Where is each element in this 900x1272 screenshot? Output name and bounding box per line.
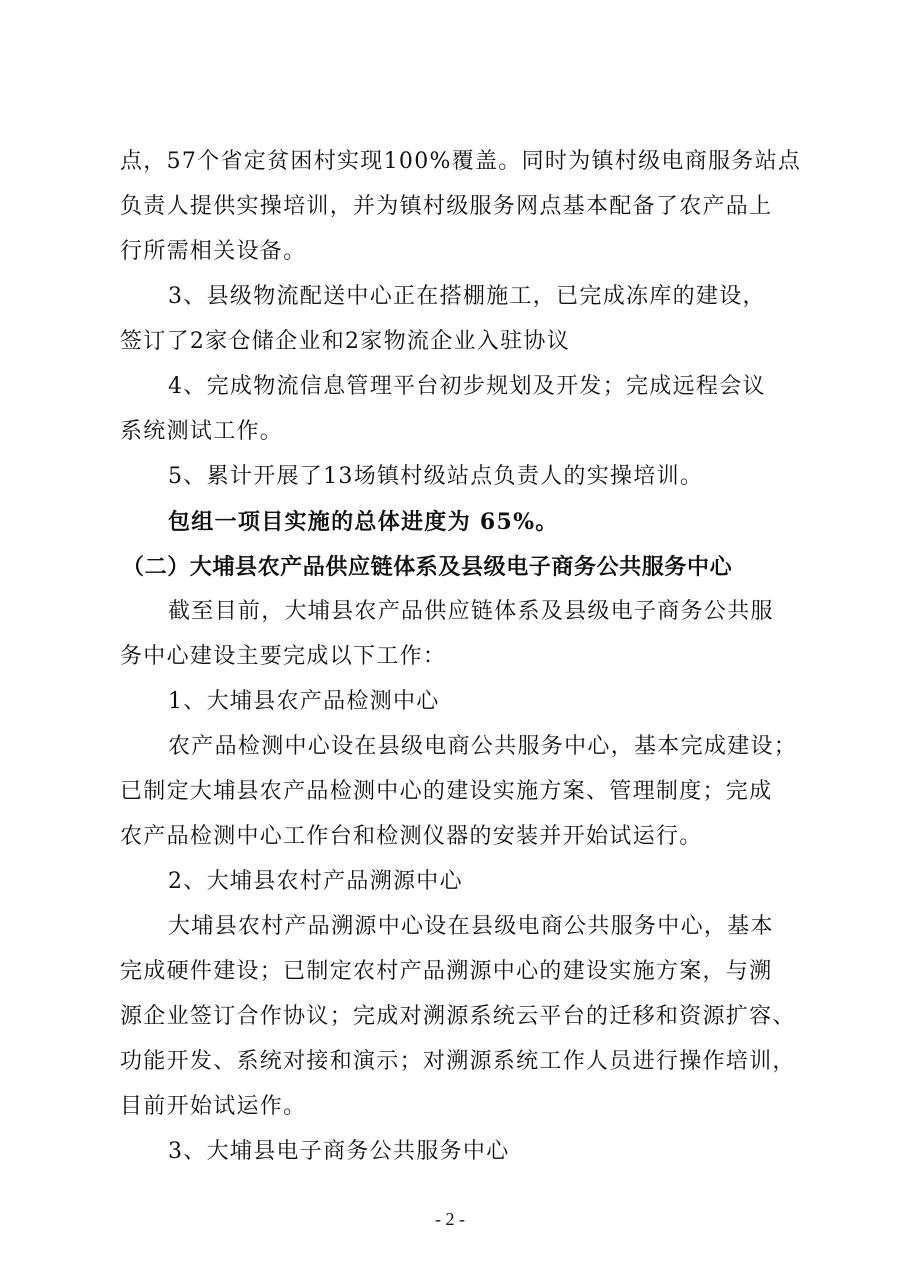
paragraph-line: 负责人提供实操培训，并为镇村级服务网点基本配备了农产品上 [120,194,773,219]
paragraph-line: 系统测试工作。 [120,419,284,444]
paragraph-line: 完成硬件建设；已制定农村产品溯源中心的建设实施方案，与溯 [120,959,773,984]
progress-summary: 包组一项目实施的总体进度为 65%。 [168,509,559,535]
paragraph-line: 截至目前，大埔县农产品供应链体系及县级电子商务公共服 [168,599,774,624]
subsection-title: 3、大埔县电子商务公共服务中心 [168,1139,510,1164]
paragraph-line: 签订了2家仓储企业和2家物流企业入驻协议 [120,329,570,354]
list-item: 4、完成物流信息管理平台初步规划及开发；完成远程会议 [168,374,766,399]
subsection-title: 2、大埔县农村产品溯源中心 [168,869,463,894]
section-heading: （二）大埔县农产品供应链体系及县级电子商务公共服务中心 [122,554,733,580]
paragraph-line: 农产品检测中心工作台和检测仪器的安装并开始试运行。 [120,824,703,849]
paragraph-line: 功能开发、系统对接和演示；对溯源系统工作人员进行操作培训， [120,1049,796,1074]
paragraph-line: 源企业签订合作协议；完成对溯源系统云平台的迁移和资源扩容、 [120,1004,796,1029]
paragraph-line: 农产品检测中心设在县级电商公共服务中心，基本完成建设； [168,734,798,759]
list-item: 5、累计开展了13场镇村级站点负责人的实操培训。 [168,464,704,489]
paragraph-line: 已制定大埔县农产品检测中心的建设实施方案、管理制度；完成 [120,779,773,804]
paragraph-line: 务中心建设主要完成以下工作： [120,644,447,669]
list-item: 3、县级物流配送中心正在搭棚施工，已完成冻库的建设， [168,284,766,309]
page-number: - 2 - [435,1209,465,1229]
paragraph-line: 目前开始试运作。 [120,1094,307,1119]
subsection-title: 1、大埔县农产品检测中心 [168,689,440,714]
paragraph-line: 行所需相关设备。 [120,239,307,264]
paragraph-line: 点，57个省定贫困村实现100%覆盖。同时为镇村级电商服务站点 [120,149,802,174]
paragraph-line: 大埔县农村产品溯源中心设在县级电商公共服务中心，基本 [168,914,774,939]
